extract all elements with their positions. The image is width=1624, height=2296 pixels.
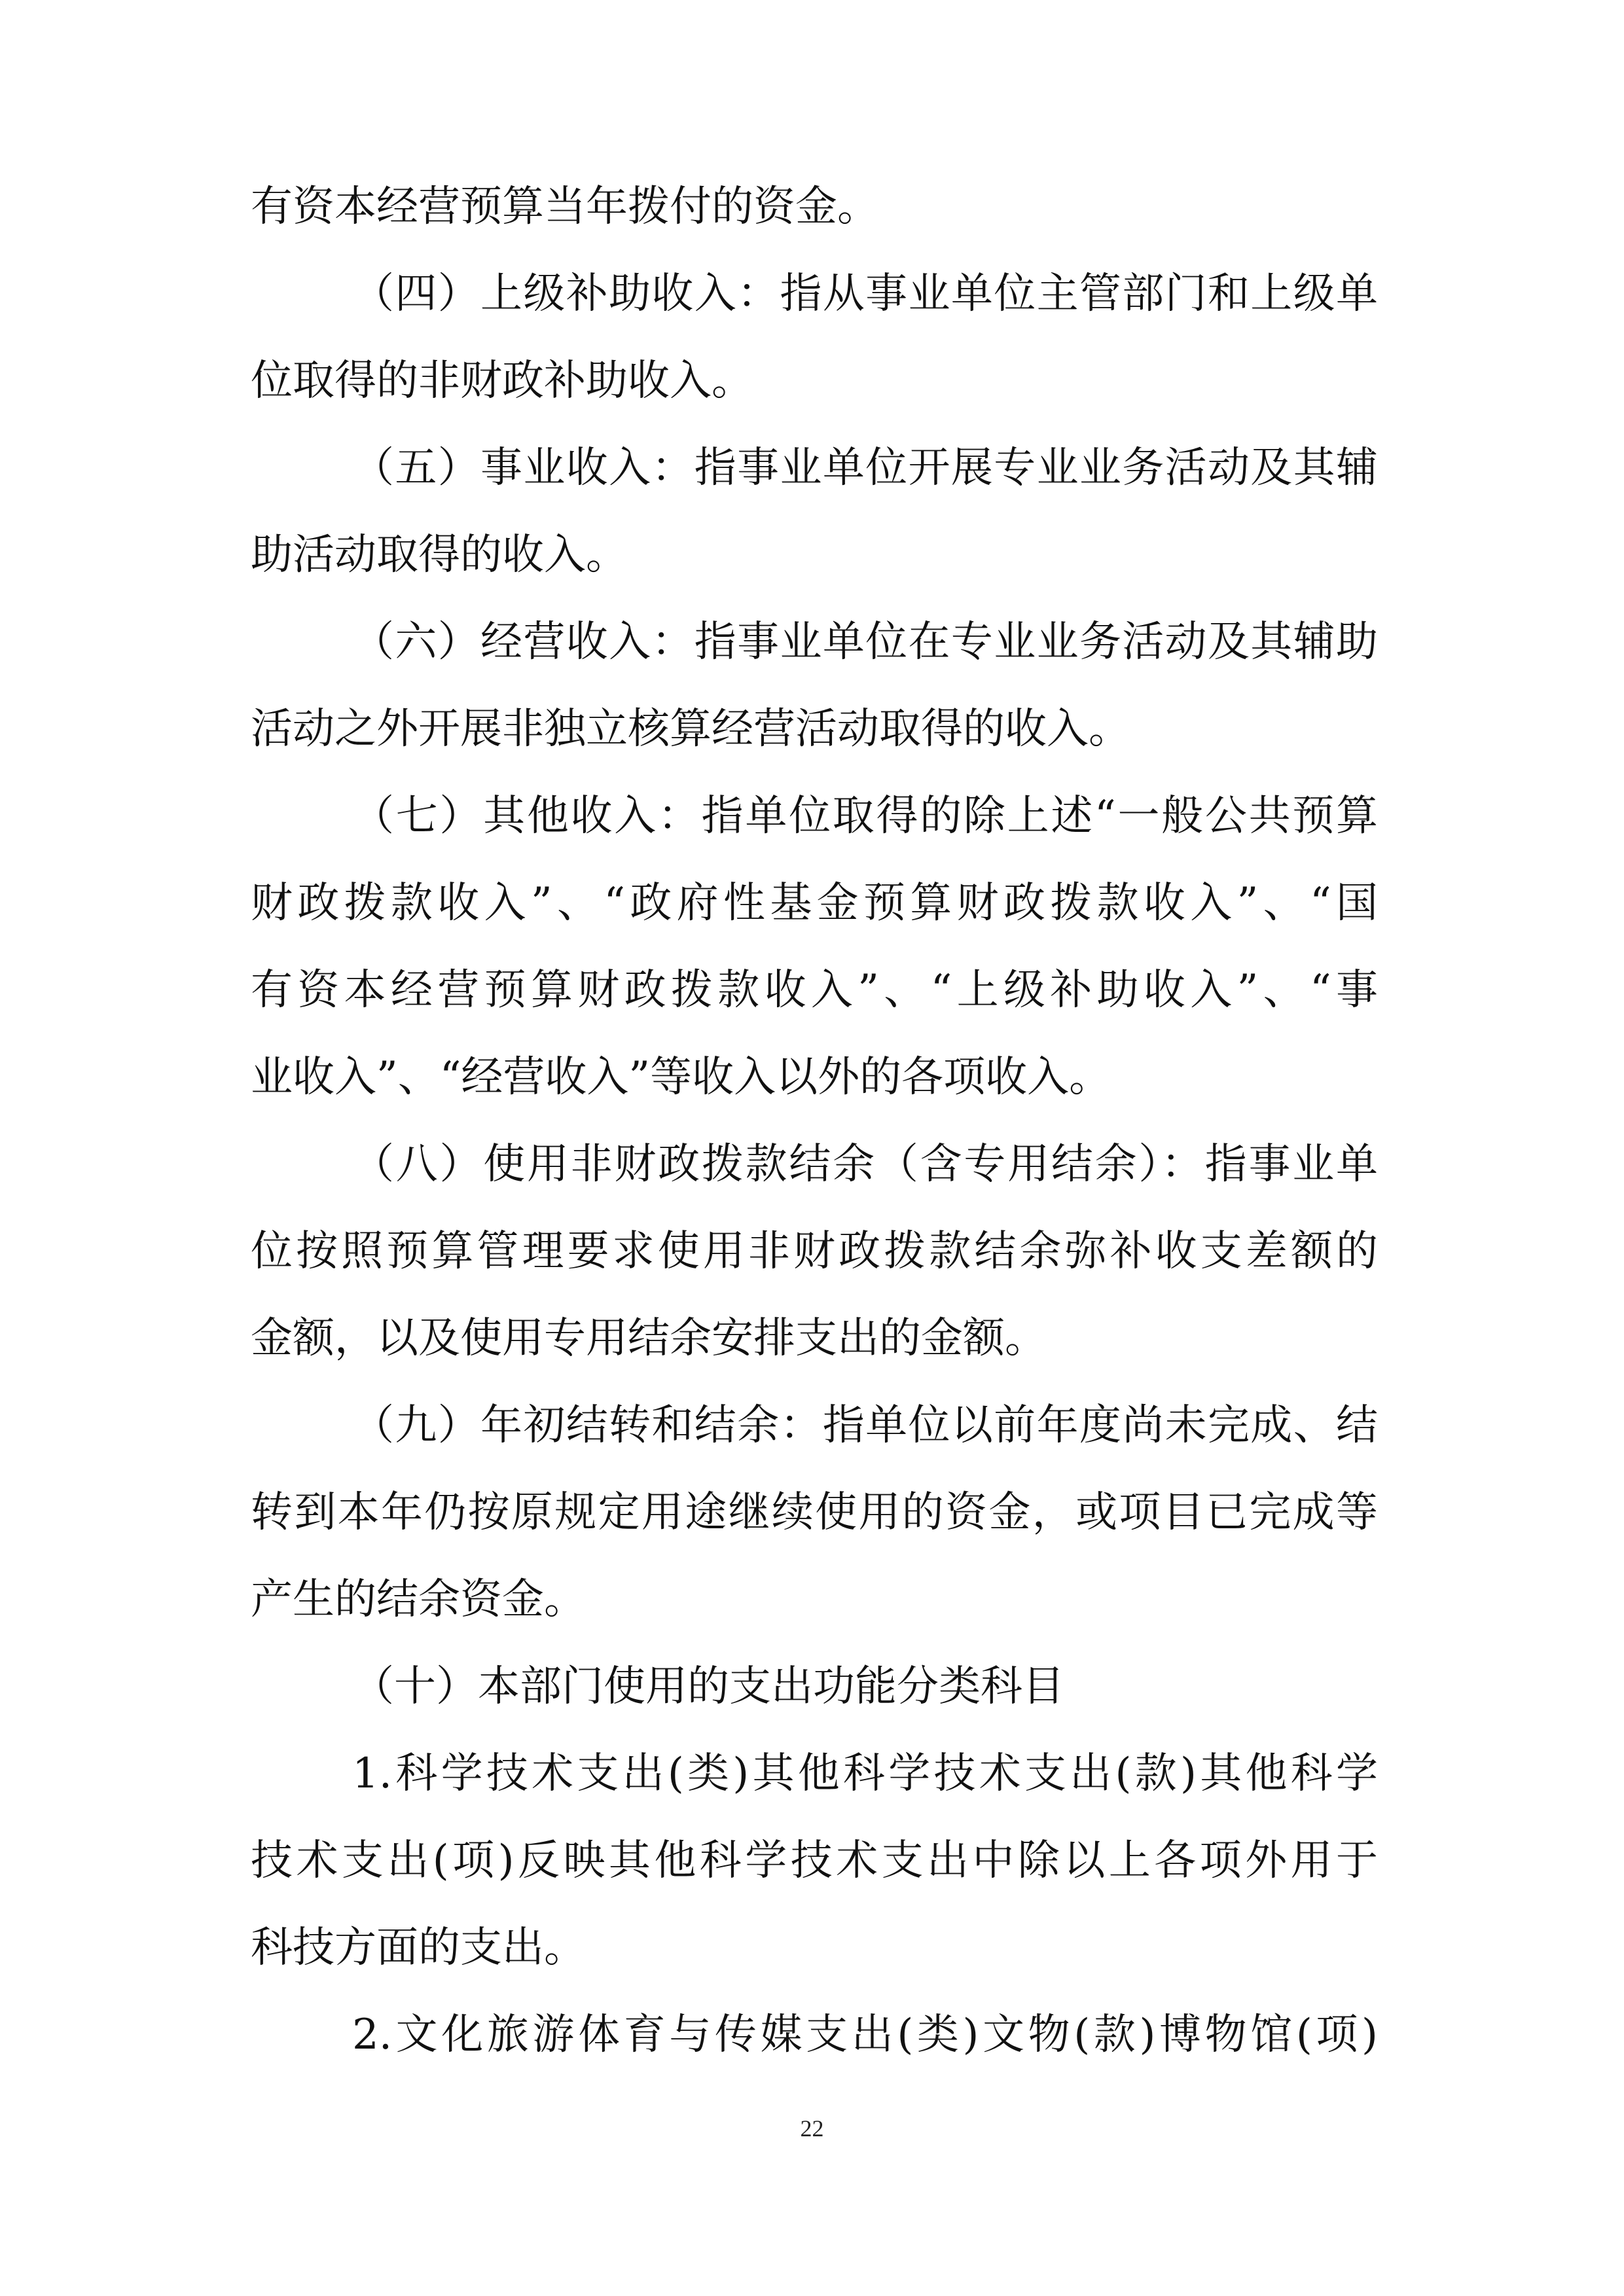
- text-line: 1.科学技术支出(类)其他科学技术支出(款)其他科学: [352, 1749, 1378, 1798]
- text-line: 科技方面的支出。: [251, 1924, 586, 1972]
- text-line: （五）事业收入：指事业单位开展专业业务活动及其辅: [352, 444, 1378, 492]
- text-line: （九）年初结转和结余：指单位以前年度尚未完成、结: [352, 1401, 1378, 1450]
- text-line: 转到本年仍按原规定用途继续使用的资金，或项目已完成等: [251, 1488, 1378, 1537]
- text-line: （七）其他收入：指单位取得的除上述“一般公共预算: [352, 792, 1378, 840]
- text-line: 业收入”、“经营收入”等收入以外的各项收入。: [251, 1053, 1111, 1102]
- document-body: [251, 164, 1378, 2079]
- text-line: 金额，以及使用专用结余安排支出的金额。: [251, 1314, 1047, 1363]
- text-line: （四）上级补助收入：指从事业单位主管部门和上级单: [352, 270, 1378, 318]
- text-line: 有资本经营预算当年拨付的资金。: [251, 183, 879, 231]
- text-line: 位取得的非财政补助收入。: [251, 357, 753, 405]
- text-line: 技术支出(项)反映其他科学技术支出中除以上各项外用于: [251, 1837, 1378, 1885]
- text-line: 财政拨款收入”、“政府性基金预算财政拨款收入”、“国: [251, 879, 1378, 927]
- page-number: 22: [800, 2115, 824, 2142]
- text-line: 产生的结余资金。: [251, 1575, 586, 1624]
- text-line: 活动之外开展非独立核算经营活动取得的收入。: [251, 705, 1130, 753]
- text-line: （十）本部门使用的支出功能分类科目: [352, 1662, 1064, 1711]
- text-line: （八）使用非财政拨款结余（含专用结余）：指事业单: [352, 1140, 1378, 1189]
- text-line: （六）经营收入：指事业单位在专业业务活动及其辅助: [352, 618, 1378, 666]
- text-line: 位按照预算管理要求使用非财政拨款结余弥补收支差额的: [251, 1227, 1378, 1276]
- text-line: 助活动取得的收入。: [251, 531, 628, 579]
- text-line: 2.文化旅游体育与传媒支出(类)文物(款)博物馆(项): [352, 2011, 1378, 2059]
- text-line: 有资本经营预算财政拨款收入”、“上级补助收入”、“事: [251, 966, 1378, 1014]
